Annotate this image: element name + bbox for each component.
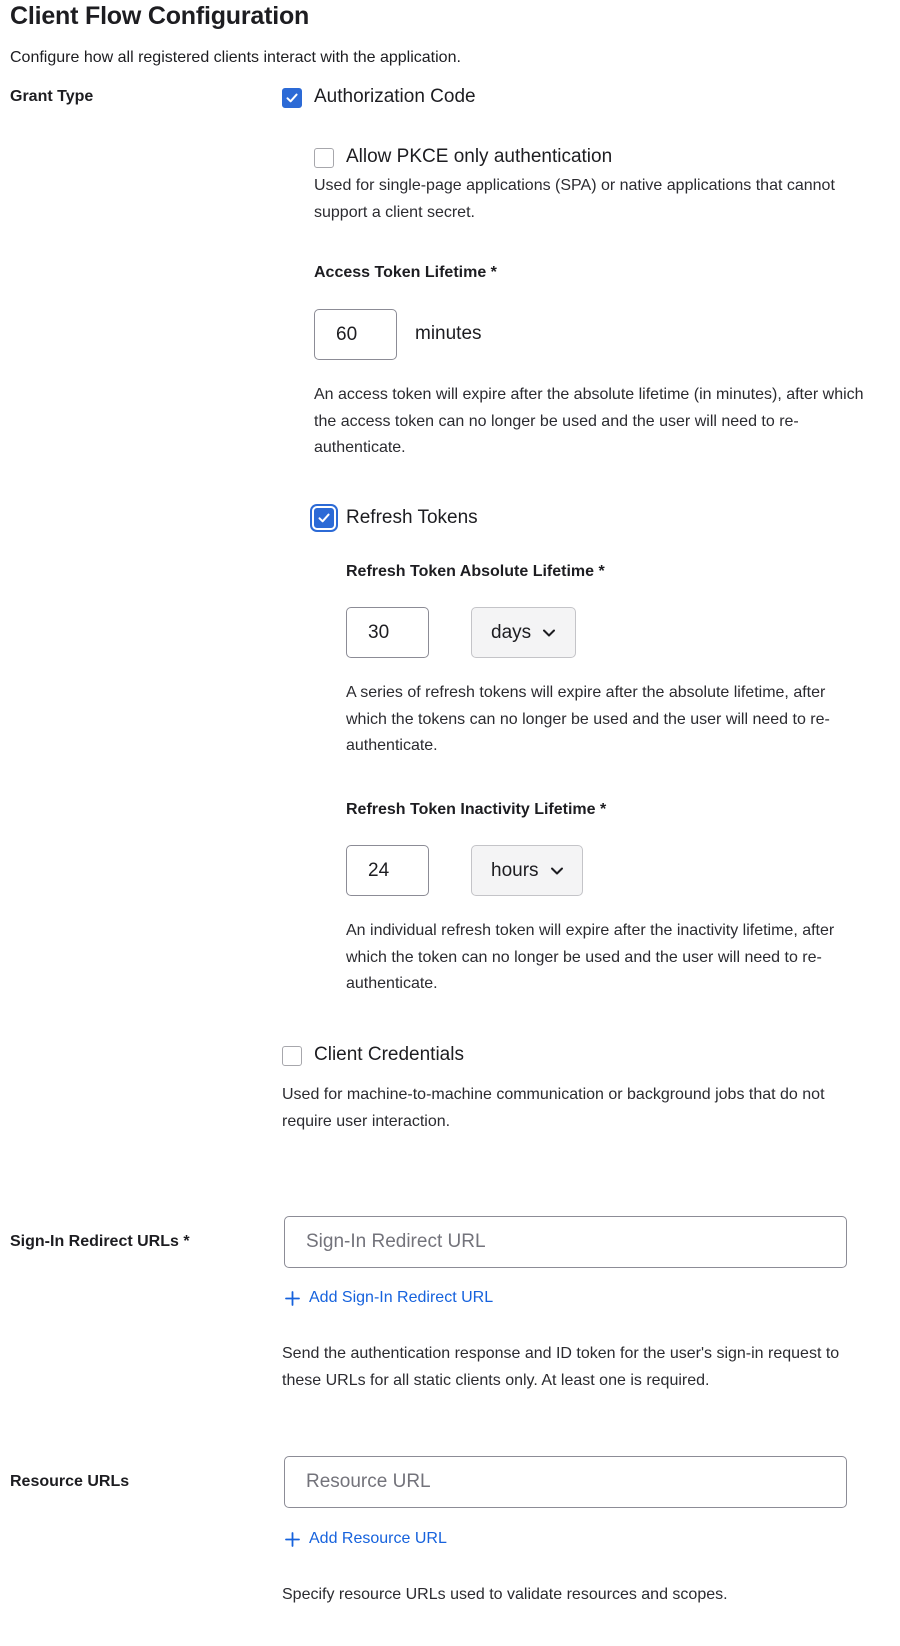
refresh-tokens-label[interactable]: Refresh Tokens (346, 507, 478, 528)
refresh-inactivity-unit-select[interactable] (471, 845, 583, 896)
refresh-absolute-unit-select[interactable] (471, 607, 576, 658)
resource-urls-label: Resource URLs (10, 1473, 130, 1490)
check-icon (317, 511, 331, 525)
page-subtitle: Configure how all registered clients interact with the application. (10, 49, 461, 66)
refresh-tokens-checkbox[interactable] (314, 508, 334, 528)
refresh-absolute-lifetime-label-text: Refresh Token Absolute Lifetime (346, 563, 595, 580)
add-resource-url-label: Add Resource URL (309, 1530, 447, 1547)
grant-type-label: Grant Type (10, 88, 94, 105)
client-credentials-label[interactable]: Client Credentials (314, 1044, 464, 1065)
access-token-unit: minutes (415, 323, 482, 344)
sign-in-redirect-description: Send the authentication response and ID token for the user's sign-in request to these URLs for all static clients only. At least one is required. (282, 1345, 840, 1389)
refresh-inactivity-lifetime-label-text: Refresh Token Inactivity Lifetime (346, 801, 596, 818)
refresh-inactivity-unit-value: hours (491, 859, 539, 881)
plus-icon (284, 1531, 301, 1548)
required-mark: * (183, 1233, 190, 1250)
required-mark: * (598, 563, 605, 580)
check-icon (285, 91, 299, 105)
resource-urls-description: Specify resource URLs used to validate resources and scopes. (282, 1586, 728, 1603)
chevron-down-icon (541, 625, 557, 641)
pkce-description: Used for single-page applications (SPA) or native applications that cannot support a client secret. (314, 177, 835, 221)
add-resource-url-button[interactable] (284, 1530, 447, 1548)
refresh-absolute-lifetime-input[interactable]: 30 (346, 607, 429, 658)
refresh-absolute-lifetime-label (346, 563, 605, 581)
client-credentials-description: Used for machine-to-machine communication or background jobs that do not require user interaction. (282, 1086, 825, 1130)
sign-in-redirect-label (10, 1233, 190, 1251)
authorization-code-checkbox[interactable] (282, 88, 302, 108)
page-title: Client Flow Configuration (10, 2, 310, 30)
access-token-lifetime-label (314, 264, 497, 282)
access-token-lifetime-label-text: Access Token Lifetime (314, 264, 487, 281)
sign-in-redirect-input[interactable] (284, 1216, 847, 1268)
refresh-inactivity-lifetime-input[interactable]: 24 (346, 845, 429, 896)
add-sign-in-redirect-label: Add Sign-In Redirect URL (309, 1289, 494, 1306)
refresh-absolute-unit-value: days (491, 621, 532, 643)
access-token-description: An access token will expire after the absolute lifetime (in minutes), after which the access token can no longer be used and the user will need to re-authenticate. (314, 386, 864, 456)
refresh-absolute-description: A series of refresh tokens will expire after the absolute lifetime, after which the tokens can no longer be used and the user will need to re-authenticate. (346, 684, 830, 754)
pkce-checkbox[interactable] (314, 148, 334, 168)
required-mark: * (490, 264, 497, 281)
authorization-code-label[interactable]: Authorization Code (314, 86, 476, 107)
client-credentials-checkbox[interactable] (282, 1046, 302, 1066)
resource-url-input[interactable] (284, 1456, 847, 1508)
plus-icon (284, 1290, 301, 1307)
access-token-lifetime-input[interactable]: 60 (314, 309, 397, 360)
refresh-inactivity-description: An individual refresh token will expire after the inactivity lifetime, after which the token can no longer be used and the user will need to re-authenticate. (346, 922, 835, 992)
required-mark: * (600, 801, 607, 818)
pkce-label[interactable]: Allow PKCE only authentication (346, 146, 613, 167)
sign-in-redirect-label-text: Sign-In Redirect URLs (10, 1233, 179, 1250)
chevron-down-icon (549, 863, 565, 879)
refresh-inactivity-lifetime-label (346, 801, 606, 819)
add-sign-in-redirect-button[interactable] (284, 1289, 493, 1307)
